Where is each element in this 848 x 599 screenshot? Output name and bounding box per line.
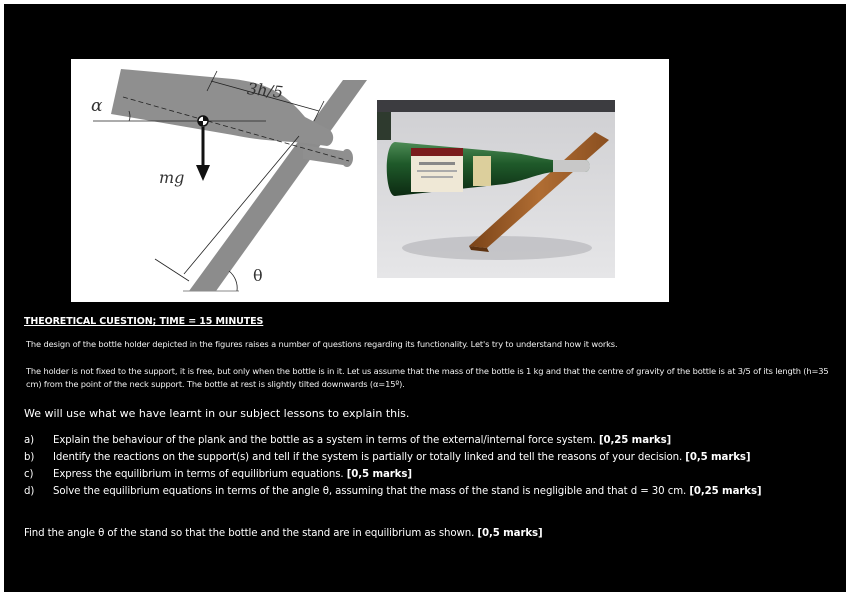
length-label: 3h/5 bbox=[246, 79, 285, 102]
question-text-d: Solve the equilibrium equations in terms of the angle θ, assuming that the mass of the stand is negligible and that d = 30 cm. bbox=[53, 486, 687, 497]
question-marks-c: [0,5 marks] bbox=[346, 469, 412, 480]
question-heading: THEORETICAL CUESTION; TIME = 15 MINUTES bbox=[24, 316, 264, 327]
question-marks-a: [0,25 marks] bbox=[598, 435, 672, 446]
question-letter: b) bbox=[24, 452, 35, 463]
dimension-tick-bottom bbox=[155, 259, 189, 281]
intro-paragraph: The design of the bottle holder depicted in the figures raises a number of questions regarding its functionality. Let's try to understand how it works. bbox=[26, 339, 618, 349]
question-marks-b: [0,5 marks] bbox=[685, 452, 751, 463]
question-text-c: Express the equilibrium in terms of equilibrium equations. bbox=[53, 469, 344, 480]
question-letter: c) bbox=[24, 469, 34, 480]
weight-label: mg bbox=[159, 168, 185, 187]
bottle-neck-label bbox=[473, 156, 491, 186]
question-text-b: Identify the reactions on the support(s) and tell if the system is partially or totally linked and tell the reasons of your decision. bbox=[53, 452, 683, 463]
weight-arrowhead bbox=[196, 165, 210, 181]
question-item-c bbox=[24, 468, 836, 485]
final-question-marks: [0,5 marks] bbox=[477, 528, 543, 540]
final-question bbox=[24, 528, 543, 539]
theta-label: θ bbox=[253, 266, 263, 285]
question-item-b bbox=[24, 451, 836, 468]
bottle-holder-diagram bbox=[71, 59, 371, 302]
photo-shadow bbox=[402, 236, 592, 260]
final-question-text: Find the angle θ of the stand so that the bottle and the stand are in equilibrium as shown. bbox=[24, 528, 475, 540]
question-letter: a) bbox=[24, 435, 35, 446]
question-list bbox=[24, 434, 836, 502]
bottle-neck bbox=[303, 145, 343, 165]
bottle-foil bbox=[553, 160, 590, 172]
alpha-label: α bbox=[91, 96, 103, 116]
bottle-holder-photo bbox=[377, 100, 615, 278]
photo-wall bbox=[377, 100, 615, 112]
bottle-silhouette bbox=[111, 69, 333, 146]
question-item-d bbox=[24, 485, 836, 502]
slide bbox=[4, 4, 846, 592]
question-item-a bbox=[24, 434, 836, 451]
question-letter: d) bbox=[24, 486, 35, 497]
theta-arc bbox=[229, 271, 237, 291]
lesson-intro: We will use what we have learnt in our subject lessons to explain this. bbox=[24, 407, 410, 420]
assumptions-paragraph: The holder is not fixed to the support, it is free, but only when the bottle is in it. Let us assume that the mass of the bottle is 1 kg and that the centre of gravity of the bottle is at 3/5 of its length (h=35 cm) from the point of the neck support. The bottle at rest is slightly tilted downwards (α=15º). bbox=[26, 366, 829, 389]
question-marks-d: [0,25 marks] bbox=[689, 486, 762, 497]
figure-panel bbox=[71, 59, 669, 302]
question-text bbox=[24, 316, 836, 540]
question-text-a: Explain the behaviour of the plank and the bottle as a system in terms of the external/internal force system. bbox=[53, 435, 596, 446]
